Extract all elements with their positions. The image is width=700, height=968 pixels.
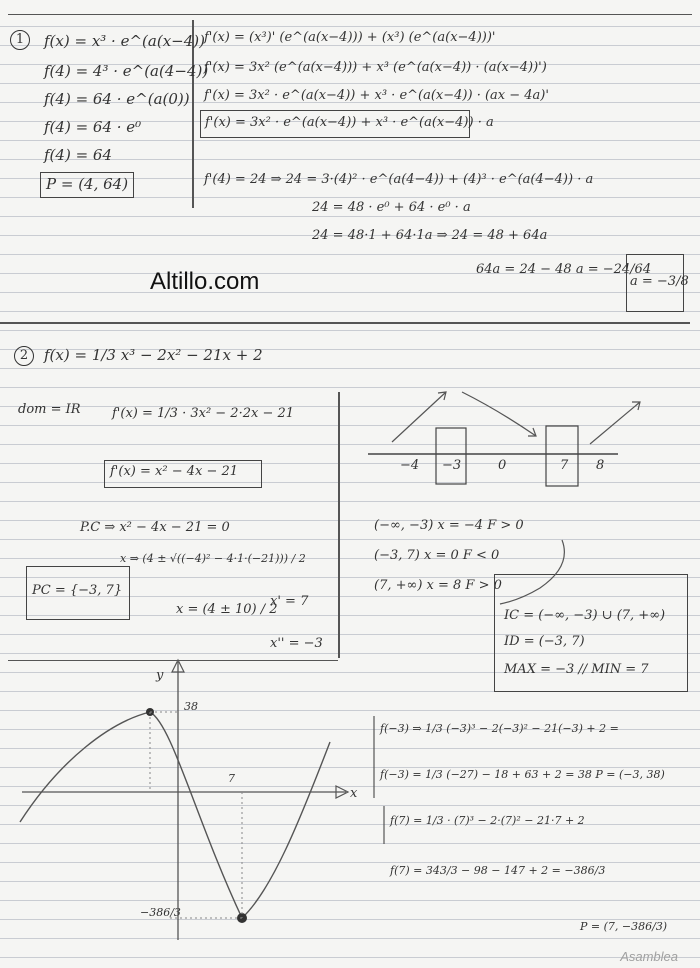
p2-derivative-1: f'(x) = 1/3 · 3x² − 2·2x − 21 [112,406,295,421]
graph-y-axis-label: y [156,668,164,683]
p1-right-line-3: f'(x) = 3x² · e^(a(x−4)) + x³ · e^(a(x−4)) · (ax − 4a)' [204,88,549,103]
p1-right-line-4: f'(x) = 3x² · e^(a(x−4)) + x³ · e^(a(x−4)) · a [205,115,494,130]
graph-max-label: 38 [184,700,198,713]
p1-right-line-2: f'(x) = 3x² (e^(a(x−4))) + x³ (e^(a(x−4)) · (a(x−4))') [204,60,547,75]
p2-pc-equation: P.C ⇒ x² − 4x − 21 = 0 [80,520,230,535]
p1-left-line-1: f(x) = x³ · e^(a(x−4)) [44,32,205,50]
p2-calc-2: f(−3) = 1/3 (−27) − 18 + 63 + 2 = 38 P = (−3, 38) [380,768,665,781]
p2-quadratic-2: x = (4 ± 10) / 2 [176,602,278,617]
p2-function: f(x) = 1/3 x³ − 2x² − 21x + 2 [44,346,263,364]
p2-calc-3: f(7) = 1/3 · (7)³ − 2·(7)² − 21·7 + 2 [390,814,585,827]
problem1-number: 1 [10,30,30,50]
p2-quadratic: x ⇒ (4 ± √((−4)² − 4·1·(−21))) / 2 [120,552,306,565]
p2-root-1: x' = 7 [270,594,309,609]
number-line-box-neg3 [436,428,466,484]
watermark: Altillo.com [150,268,260,295]
arrow-decreasing [462,392,536,436]
number-line-label-4: 7 [560,458,569,473]
problem2-number: 2 [14,346,34,366]
graph-curve [20,712,330,918]
p1-left-line-5: f(4) = 64 [44,146,112,164]
p2-derivative-2: f'(x) = x² − 4x − 21 [110,464,239,479]
graph-tick-label: 7 [228,772,235,785]
number-line-label-5: 8 [596,458,605,473]
interval-2: (−3, 7) x = 0 F < 0 [374,548,500,563]
number-line-box-7 [546,426,578,486]
p1-right-line-6: 24 = 48 · e⁰ + 64 · e⁰ · a [312,200,471,215]
arrow-increasing-1 [392,392,446,442]
p2-root-2: x'' = −3 [270,636,323,651]
p2-maxmin: MAX = −3 // MIN = 7 [504,662,649,677]
p1-left-line-3: f(4) = 64 · e^(a(0)) [44,90,190,108]
p2-pc-set: PC = {−3, 7} [32,583,123,598]
p1-right-line-8: 64a = 24 − 48 a = −24/64 [476,262,652,277]
p1-point: P = (4, 64) [46,175,129,193]
p1-left-line-4: f(4) = 64 · e⁰ [44,118,142,136]
arrow-increasing-2 [590,402,640,444]
p2-domain: dom = IR [18,402,81,417]
p2-calc-1: f(−3) ⇒ 1/3 (−3)³ − 2(−3)² − 21(−3) + 2 = [380,722,619,735]
p1-right-line-1: f'(x) = (x³)' (e^(a(x−4))) + (x³) (e^(a(x−4)))' [204,30,496,45]
p1-right-line-7: 24 = 48·1 + 64·1a ⇒ 24 = 48 + 64a [312,228,548,243]
graph-x-axis-label: x [350,786,358,801]
graph-min-label: −386/3 [140,906,181,919]
p2-id: ID = (−3, 7) [504,634,585,649]
p2-calc-4: f(7) = 343/3 − 98 − 147 + 2 = −386/3 [390,864,606,877]
p1-right-line-5: f'(4) = 24 ⇒ 24 = 3·(4)² · e^(a(4−4)) + (4)³ · e^(a(4−4)) · a [204,172,594,187]
interval-1: (−∞, −3) x = −4 F > 0 [374,518,524,533]
p2-ic: IC = (−∞, −3) ∪ (7, +∞) [504,608,666,623]
p1-result: a = −3/8 [630,274,689,289]
number-line-label-2: −3 [442,458,462,473]
p2-calc-5: P = (7, −386/3) [580,920,668,933]
credit: Asamblea [620,949,678,964]
interval-brace [500,540,564,604]
number-line-label-1: −4 [400,458,420,473]
interval-3: (7, +∞) x = 8 F > 0 [374,578,502,593]
number-line-label-3: 0 [498,458,507,473]
p1-left-line-2: f(4) = 4³ · e^(a(4−4)) [44,62,209,80]
